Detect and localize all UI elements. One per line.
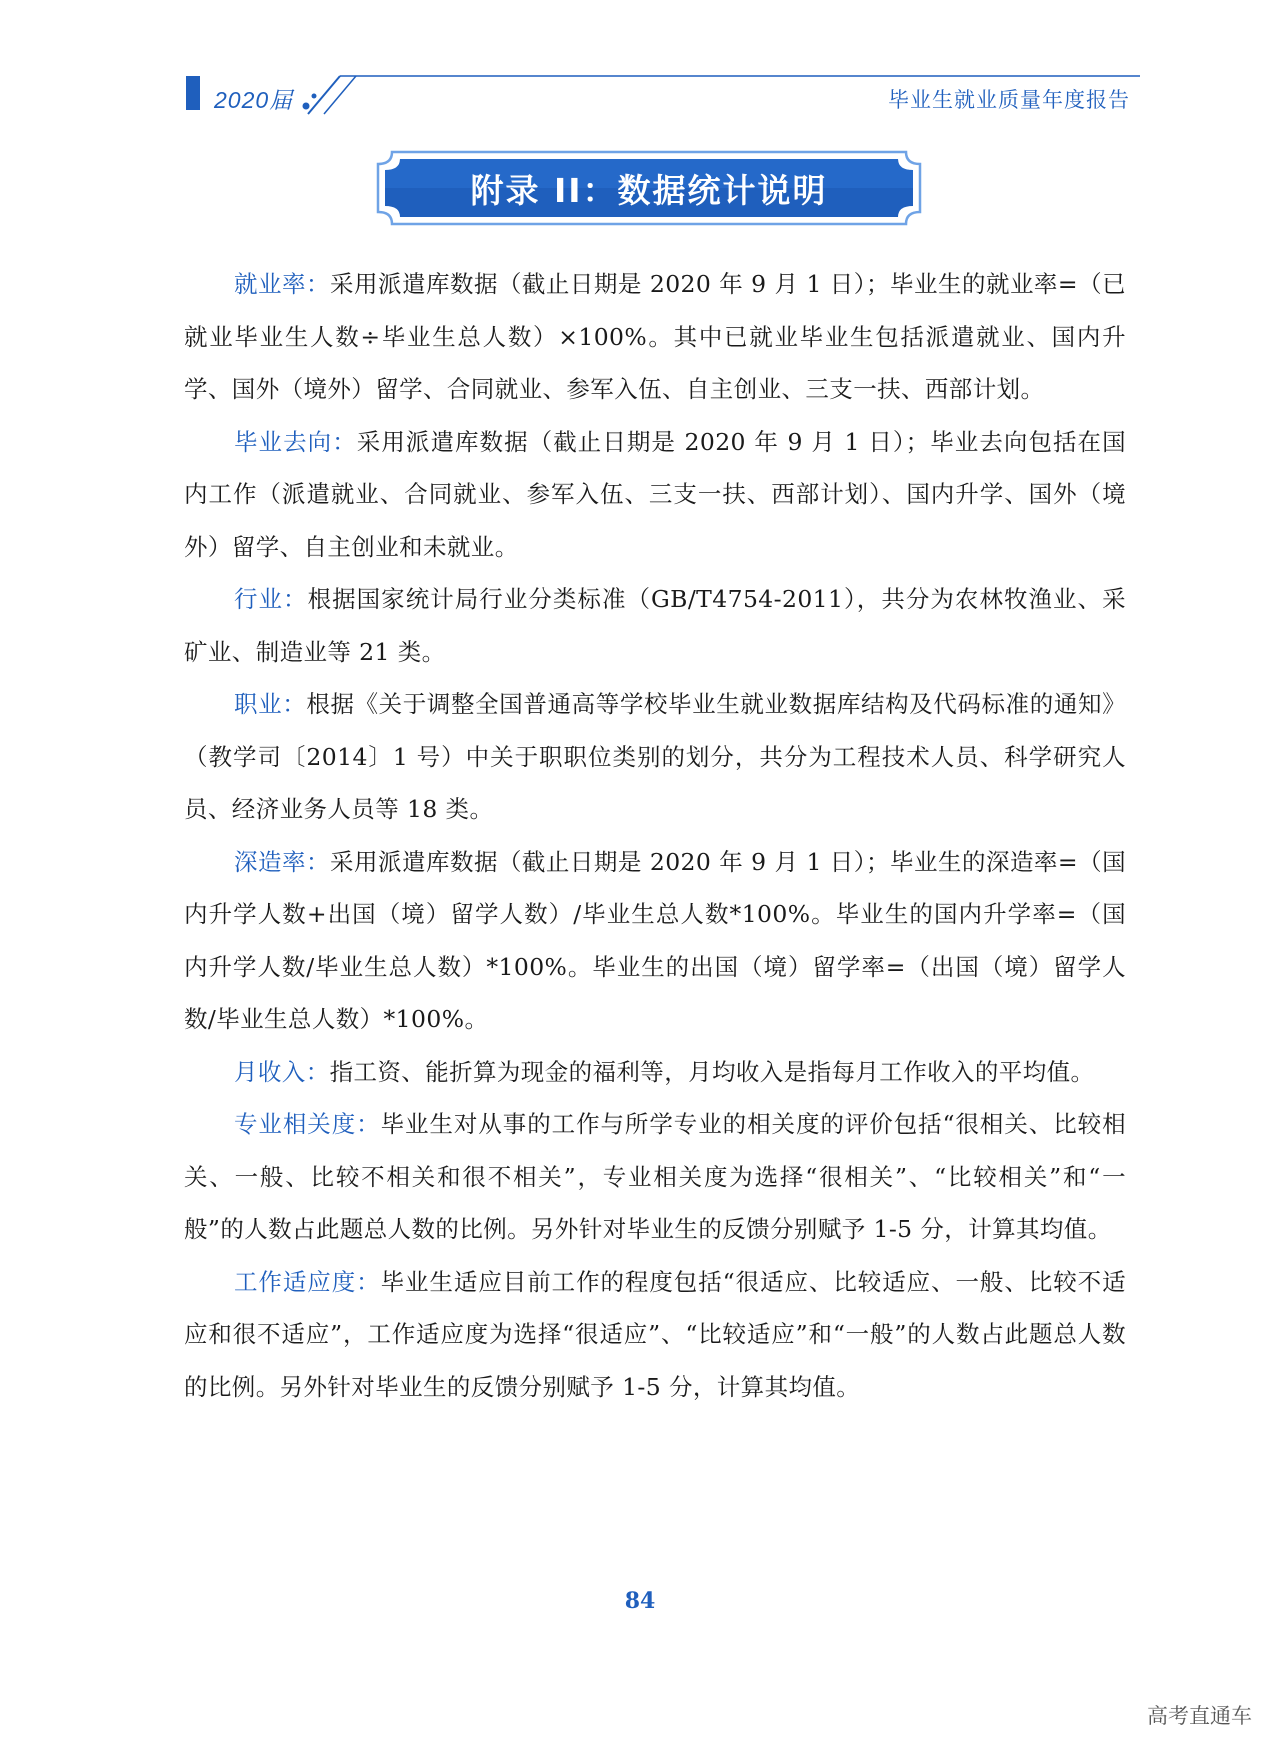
term-label: 行业： <box>234 585 308 613</box>
term-label: 毕业去向： <box>234 427 357 456</box>
watermark-text: 高考直通车 <box>1147 1704 1252 1728</box>
definition-employment-rate <box>184 258 1126 416</box>
definition-text: 毕业生对从事的工作与所学专业的相关度的评价包括“很相关、比较相关、一般、比较不相关和很不相关”，专业相关度为选择“很相关”、“比较相关”和“一般”的人数占此题总人数的比例。另外针对毕业生的反馈分别赋予 1-5 分，计算其均值。 <box>184 1110 1126 1243</box>
term-label: 深造率： <box>234 847 330 876</box>
definition-graduate-destination <box>184 416 1126 574</box>
definition-text: 采用派遣库数据（截止日期是 2020 年 9 月 1 日）；毕业生的深造率=（国内升学人数+出国（境）留学人数）/毕业生总人数*100%。毕业生的国内升学率=（国内升学人数/毕业生总人数）*100%。毕业生的出国（境）留学率=（出国（境）留学人数/毕业生总人数）*100%。 <box>184 847 1127 1033</box>
definition-text: 采用派遣库数据（截止日期是 2020 年 9 月 1 日）；毕业去向包括在国内工作（派遣就业、合同就业、参军入伍、三支一扶、西部计划）、国内升学、国外（境外）留学、自主创业和未就业。 <box>184 427 1127 561</box>
term-label: 工作适应度： <box>234 1267 381 1296</box>
definition-occupation <box>184 678 1126 836</box>
definition-major-relevance <box>184 1098 1126 1256</box>
header-year: 2020届 <box>214 87 294 113</box>
definition-text: 根据国家统计局行业分类标准（GB/T4754-2011），共分为农林牧渔业、采矿业、制造业等 21 类。 <box>184 585 1126 666</box>
term-label: 职业： <box>234 690 307 718</box>
page-header <box>0 0 1280 130</box>
page-number: 84 <box>624 1588 656 1614</box>
definitions-list <box>184 258 1126 1413</box>
term-label: 月收入： <box>234 1057 330 1086</box>
definition-text: 根据《关于调整全国普通高等学校毕业生就业数据库结构及代码标准的通知》（教学司〔2014〕1 号）中关于职职位类别的划分，共分为工程技术人员、科学研究人员、经济业务人员等 18 类。 <box>184 690 1126 823</box>
term-label: 就业率： <box>234 270 330 298</box>
definition-further-study-rate <box>184 836 1126 1046</box>
appendix-banner <box>374 148 924 228</box>
definition-industry <box>184 573 1126 678</box>
term-label: 专业相关度： <box>234 1110 381 1138</box>
appendix-title: 附录 II：数据统计说明 <box>470 170 828 210</box>
header-accent-bar <box>186 76 200 110</box>
definition-text: 指工资、能折算为现金的福利等，月均收入是指每月工作收入的平均值。 <box>329 1057 1095 1086</box>
definition-text: 采用派遣库数据（截止日期是 2020 年 9 月 1 日）；毕业生的就业率=（已就业毕业生人数÷毕业生总人数）×100%。其中已就业毕业生包括派遣就业、国内升学、国外（境外）留学、合同就业、参军入伍、自主创业、三支一扶、西部计划。 <box>184 270 1127 403</box>
definition-job-adaptation <box>184 1256 1126 1414</box>
definition-text: 毕业生适应目前工作的程度包括“很适应、比较适应、一般、比较不适应和很不适应”，工作适应度为选择“很适应”、“比较适应”和“一般”的人数占此题总人数的比例。另外针对毕业生的反馈分别赋予 1-5 分，计算其均值。 <box>184 1267 1126 1401</box>
header-title: 毕业生就业质量年度报告 <box>888 88 1130 112</box>
definition-monthly-income <box>184 1046 1126 1099</box>
